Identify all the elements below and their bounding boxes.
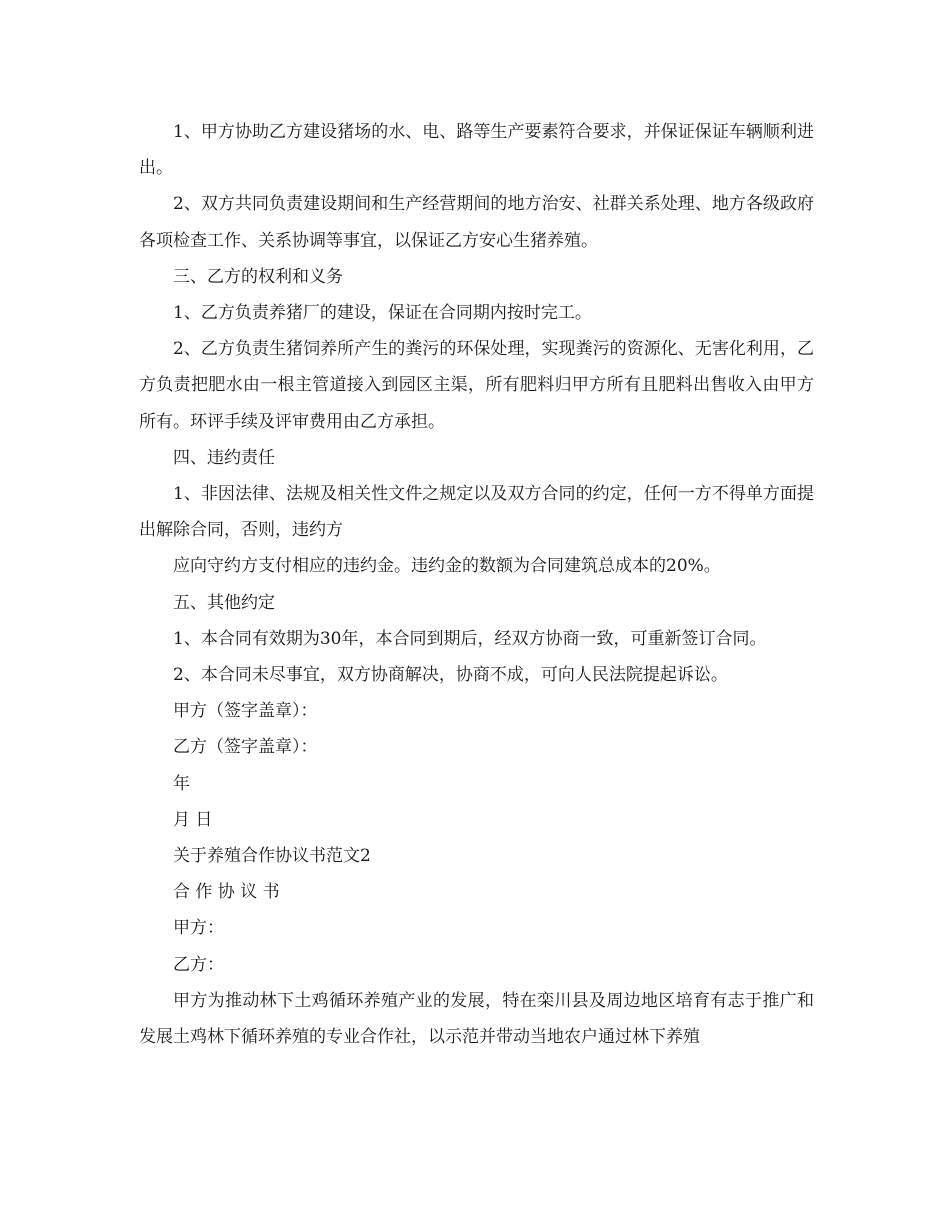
paragraph: 应向守约方支付相应的违约金。违约金的数额为合同建筑总成本的20%。 xyxy=(173,556,721,577)
signature-line-party-b: 乙方（签字盖章）： xyxy=(173,737,318,758)
date-month-day: 月 日 xyxy=(173,809,213,830)
document-body xyxy=(139,114,814,1055)
document-title: 合 作 协 议 书 xyxy=(173,882,280,903)
date-year: 年 xyxy=(173,773,190,794)
paragraph: 1、本合同有效期为30年，本合同到期后，经双方协商一致，可重新签订合同。 xyxy=(173,628,767,649)
document-subtitle: 关于养殖合作协议书范文2 xyxy=(173,846,371,867)
section-heading: 三、乙方的权利和义务 xyxy=(173,266,343,287)
section-heading: 五、其他约定 xyxy=(173,592,275,613)
paragraph: 1、乙方负责养猪厂的建设，保证在合同期内按时完工。 xyxy=(173,303,592,324)
paragraph: 2、双方共同负责建设期间和生产经营期间的地方治安、社群关系处理、地方各级政府各项检查工作、关系协调等事宜，以保证乙方安心生猪养殖。 xyxy=(139,194,814,251)
party-a-label: 甲方： xyxy=(173,918,224,939)
section-heading: 四、违约责任 xyxy=(173,447,275,468)
party-b-label: 乙方： xyxy=(173,954,224,975)
paragraph: 甲方为推动林下土鸡循环养殖产业的发展，特在栾川县及周边地区培育有志于推广和发展土鸡林下循环养殖的专业合作社，以示范并带动当地农户通过林下养殖 xyxy=(139,990,814,1048)
paragraph: 2、乙方负责生猪饲养所产生的粪污的环保处理，实现粪污的资源化、无害化利用，乙方负责把肥水由一根主管道接入到园区主渠，所有肥料归甲方所有且肥料出售收入由甲方所有。环评手续及评审费用由乙方承担。 xyxy=(139,339,814,432)
paragraph: 1、甲方协助乙方建设猪场的水、电、路等生产要素符合要求，并保证保证车辆顺利进出。 xyxy=(139,122,814,179)
paragraph: 2、本合同未尽事宜，双方协商解决，协商不成，可向人民法院提起诉讼。 xyxy=(173,665,728,686)
signature-line-party-a: 甲方（签字盖章）： xyxy=(173,701,318,722)
paragraph: 1、非因法律、法规及相关性文件之规定以及双方合同的约定，任何一方不得单方面提出解除合同，否则，违约方 xyxy=(139,484,814,541)
